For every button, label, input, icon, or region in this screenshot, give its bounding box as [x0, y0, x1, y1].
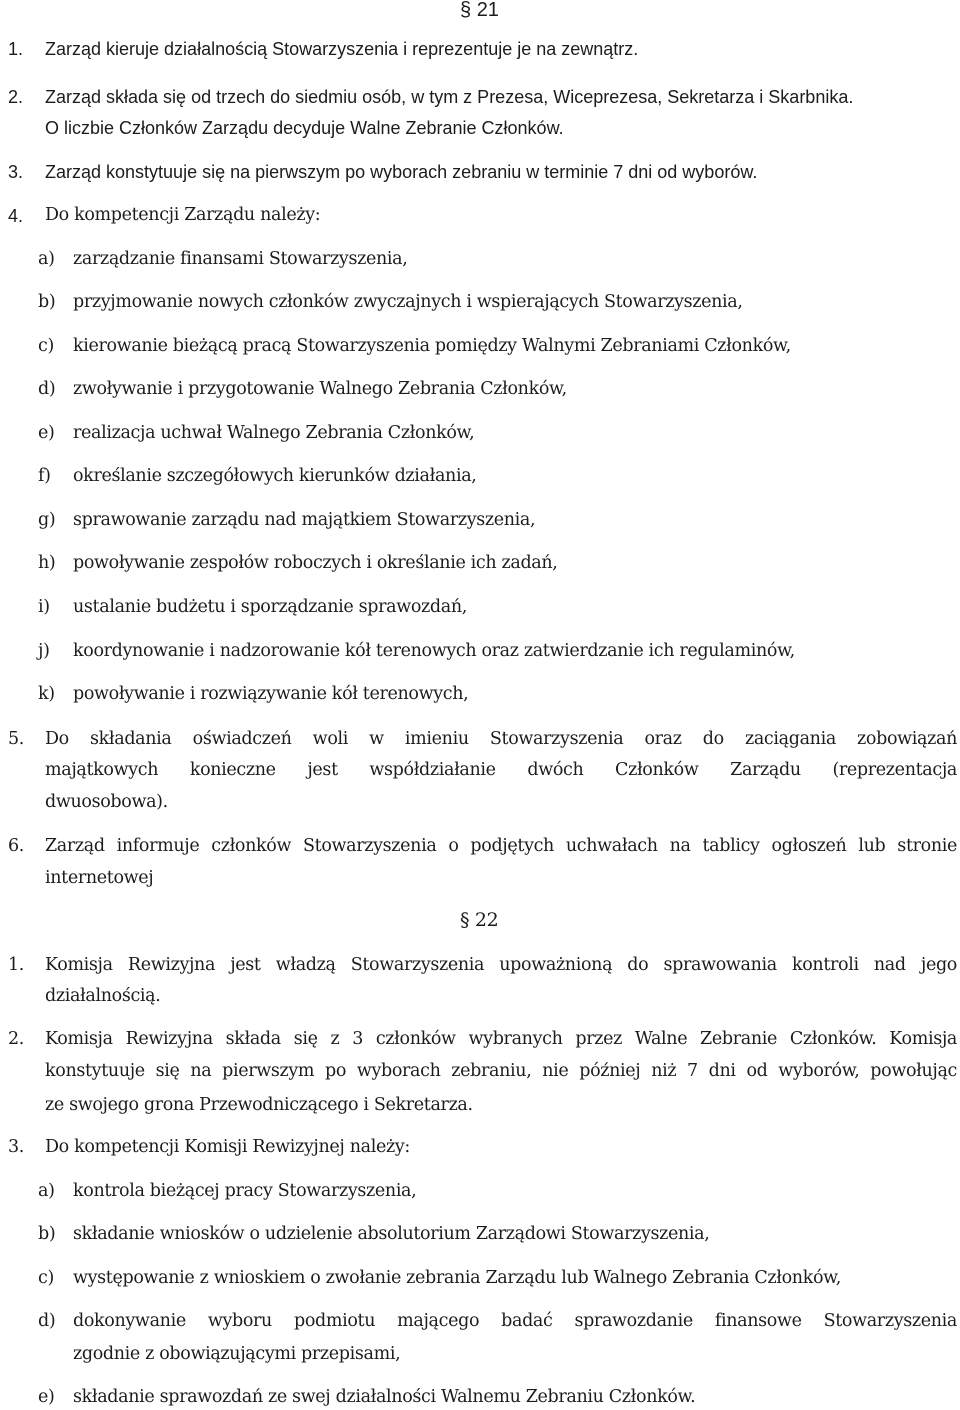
s22-sub-e-text: składanie sprawozdań ze swej działalności Walnemu Zebraniu Członków.	[73, 1387, 696, 1407]
s21-sub-e-letter: e)	[38, 423, 55, 443]
s21-item-4-text: Do kompetencji Zarządu należy:	[45, 205, 321, 225]
s21-sub-a-text: zarządzanie finansami Stowarzyszenia,	[73, 249, 408, 269]
s21-item-3-num: 3.	[8, 162, 24, 182]
s21-sub-g-letter: g)	[38, 510, 56, 530]
s21-sub-f-letter: f)	[38, 466, 51, 486]
s21-sub-h-text: powoływanie zespołów roboczych i określanie ich zadań,	[73, 553, 558, 573]
s21-item-5-line-3: dwuosobowa).	[45, 792, 168, 812]
s22-sub-d-letter: d)	[38, 1311, 56, 1331]
s21-sub-k-text: powoływanie i rozwiązywanie kół terenowych,	[73, 684, 469, 704]
s21-sub-e-text: realizacja uchwał Walnego Zebrania Członków,	[73, 423, 475, 443]
section-21-heading: § 21	[460, 0, 499, 21]
s21-item-2-cont: O liczbie Członków Zarządu decyduje Walne Zebranie Członków.	[45, 118, 564, 138]
s21-item-5-line-2: majątkowych konieczne jest współdziałanie dwóch Członków Zarządu (reprezentacja	[45, 760, 957, 780]
s21-sub-f-text: określanie szczegółowych kierunków działania,	[73, 466, 477, 486]
section-21-number: 21	[476, 0, 499, 21]
s21-item-1-num: 1.	[8, 39, 24, 59]
s22-sub-a-letter: a)	[38, 1181, 55, 1201]
s21-sub-d-text: zwoływanie i przygotowanie Walnego Zebrania Członków,	[73, 379, 567, 399]
section-22-heading: § 22	[460, 909, 499, 931]
section-22-number: 22	[474, 909, 499, 931]
s22-item-2-line-3: ze swojego grona Przewodniczącego i Sekretarza.	[45, 1095, 473, 1115]
s22-sub-c-text: występowanie z wnioskiem o zwołanie zebrania Zarządu lub Walnego Zebrania Członków,	[73, 1268, 841, 1288]
s21-sub-g-text: sprawowanie zarządu nad majątkiem Stowarzyszenia,	[73, 510, 536, 530]
s21-sub-j-letter: j)	[38, 641, 50, 661]
s21-sub-c-text: kierowanie bieżącą pracą Stowarzyszenia pomiędzy Walnymi Zebraniami Członków,	[73, 336, 791, 356]
s21-sub-d-letter: d)	[38, 379, 56, 399]
s21-sub-j-text: koordynowanie i nadzorowanie kół terenowych oraz zatwierdzanie ich regulaminów,	[73, 641, 795, 661]
s21-sub-a-letter: a)	[38, 249, 55, 269]
s22-item-1-line-2: działalnością.	[45, 986, 161, 1006]
s21-sub-i-letter: i)	[38, 597, 50, 617]
s21-item-4-num: 4.	[8, 206, 24, 226]
s21-item-3-text: Zarząd konstytuuje się na pierwszym po wyborach zebraniu w terminie 7 dni od wyborów.	[45, 162, 758, 182]
s22-sub-a-text: kontrola bieżącej pracy Stowarzyszenia,	[73, 1181, 417, 1201]
s21-item-6-line-1: Zarząd informuje członków Stowarzyszenia o podjętych uchwałach na tablicy ogłoszeń lub stronie	[45, 836, 957, 856]
s21-item-6-num: 6.	[8, 836, 24, 856]
s22-sub-d-line-1: dokonywanie wyboru podmiotu mającego badać sprawozdanie finansowe Stowarzyszenia	[73, 1311, 957, 1331]
s22-sub-b-text: składanie wniosków o udzielenie absolutorium Zarządowi Stowarzyszenia,	[73, 1224, 710, 1244]
s21-sub-h-letter: h)	[38, 553, 56, 573]
s21-sub-b-text: przyjmowanie nowych członków zwyczajnych i wspierających Stowarzyszenia,	[73, 292, 743, 312]
s22-item-1-num: 1.	[8, 955, 24, 975]
s21-sub-i-text: ustalanie budżetu i sporządzanie sprawozdań,	[73, 597, 467, 617]
s22-item-2-line-2: konstytuuje się na pierwszym po wyborach zebraniu, nie później niż 7 dni od wyborów, powołując	[45, 1061, 957, 1081]
s21-item-5-line-1: Do składania oświadczeń woli w imieniu Stowarzyszenia oraz do zaciągania zobowiązań	[45, 729, 957, 749]
s22-item-1-line-1: Komisja Rewizyjna jest władzą Stowarzyszenia upoważnioną do sprawowania kontroli nad jego	[45, 955, 957, 975]
s21-sub-c-letter: c)	[38, 336, 54, 356]
s21-sub-b-letter: b)	[38, 292, 56, 312]
s22-sub-b-letter: b)	[38, 1224, 56, 1244]
s21-item-2-num: 2.	[8, 87, 24, 107]
s22-item-3-num: 3.	[8, 1137, 24, 1157]
s22-sub-d-line-2: zgodnie z obowiązującymi przepisami,	[73, 1344, 401, 1364]
s22-item-3-line-1: Do kompetencji Komisji Rewizyjnej należy:	[45, 1137, 410, 1157]
s21-item-5-num: 5.	[8, 729, 24, 749]
s22-sub-e-letter: e)	[38, 1387, 55, 1407]
s22-sub-c-letter: c)	[38, 1268, 54, 1288]
s21-sub-k-letter: k)	[38, 684, 55, 704]
s21-item-6-line-2: internetowej	[45, 868, 154, 888]
s21-item-2-text: Zarząd składa się od trzech do siedmiu osób, w tym z Prezesa, Wiceprezesa, Sekretarza i Skarbnika.	[45, 87, 854, 107]
s21-item-1-text: Zarząd kieruje działalnością Stowarzyszenia i reprezentuje je na zewnątrz.	[45, 39, 639, 59]
s22-item-2-line-1: Komisja Rewizyjna składa się z 3 członków wybranych przez Walne Zebranie Członków. Komisja	[45, 1029, 957, 1049]
s22-item-2-num: 2.	[8, 1029, 24, 1049]
